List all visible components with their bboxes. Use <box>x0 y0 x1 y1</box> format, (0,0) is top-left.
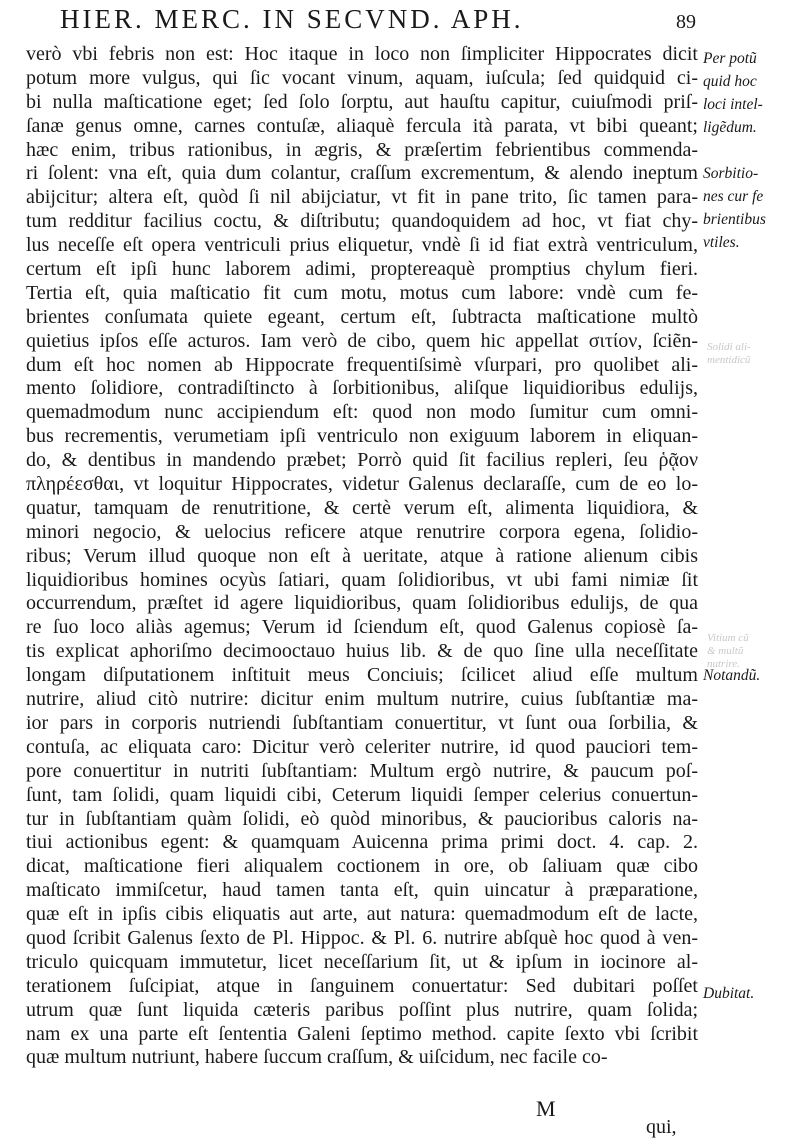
margin-note-line: Notandũ. <box>703 667 761 684</box>
body-line: mento ſolidiore, contradiſtincto à ſorbitionibus, aliſque liquidioribus edulijs, <box>26 377 698 400</box>
margin-note-sorbitiones <box>703 162 795 254</box>
margin-note-line: brientibus <box>703 211 766 228</box>
body-line: longam diſputationem inſtituit meus Conciuis; ſcilicet aliud eſſe multum <box>26 664 698 687</box>
body-line: tiui actionibus egent: & quamquam Auicenna prima primi doct. 4. cap. 2. <box>26 831 698 854</box>
body-line: ſanæ genus omne, carnes contuſæ, aliaquè fercula ità parata, vt bibi queant; <box>26 114 698 137</box>
signature-mark: M <box>536 1096 556 1121</box>
body-line: tum redditur facilius coctu, & diſtributu; quandoquidem ad hoc, vt fiat chy- <box>26 210 698 233</box>
body-line: abijcitur; altera eſt, quòd ſi nil abijciatur, vt fit in pane trito, ſic tamen para- <box>26 186 698 209</box>
body-line: quæ multum nutriunt, habere ſuccum craſſum, & uiſcidum, nec facile co- <box>26 1046 608 1069</box>
body-line: ribus; Verum illud quoque non eſt à ueritate, atque à ratione alienum cibis <box>26 544 698 567</box>
running-title: HIER. MERC. IN SECVND. APH. <box>60 4 524 34</box>
margin-note-line: ligẽdum. <box>703 119 757 136</box>
margin-note-line: nes cur fe <box>703 188 764 205</box>
body-line: tis explicat aphoriſmo decimooctauo huius lib. & de quo ſine ulla neceſſitate <box>26 640 698 663</box>
body-line: potum more vulgus, qui ſic vocant vinum, aquam, iuſcula; ſed quidquid ci- <box>26 66 698 89</box>
body-line: ri ſolent: vna eſt, quia dum colantur, craſſum excrementum, & alendo ineptum <box>26 162 698 185</box>
margin-note-line: Dubitat. <box>703 985 755 1002</box>
body-line: minori negocio, & uelocius reficere atque renutrire corpora egena, ſolidio- <box>26 520 698 543</box>
body-line: pore conuertitur in nutriti ſubſtantiam: Multum ergò nutrire, & paucum poſ- <box>26 759 698 782</box>
body-line: quod ſcribit Galenus ſexto de Pl. Hippoc. & Pl. 6. nutrire abſquè hoc quod à ven- <box>26 926 698 949</box>
margin-note-dubitat <box>703 982 795 1005</box>
body-line: do, & dentibus in mandendo præbet; Porrò quid ſit facilius repleri, ſeu ῥᾷον <box>26 449 698 472</box>
body-line: quietius ipſos eſſe acturos. Iam verò de cibo, quem hic appellat σιτίον, ſciẽn- <box>26 329 698 352</box>
body-line: Tertia eſt, quia maſticatio fit cum motu, motus cum labore: vndè cum fe- <box>26 281 698 304</box>
faint-margin-note <box>707 341 751 367</box>
body-line: quatur, tamquam de renutritione, & certè verum eſt, alimenta liquidiora, & <box>26 496 698 519</box>
margin-note-line: quid hoc <box>703 73 757 90</box>
faint-note-line: nutrire. <box>707 658 740 670</box>
body-line: liquidioribus homines ocyùs ſatiari, quam ſolidioribus, vt ubi fami nimiæ ſit <box>26 568 698 591</box>
margin-note-line: Sorbitio- <box>703 165 759 182</box>
faint-note-line: mentidicũ <box>707 354 751 366</box>
body-line: bi nulla maſticatione eget; ſed ſolo ſorptu, aut hauſtu capitur, cuiuſmodi priſ- <box>26 90 698 113</box>
body-line: maſticato immiſcetur, haud tamen tanta eſt, quin uincatur à præparatione, <box>26 879 698 902</box>
page-number: 89 <box>676 11 696 33</box>
body-line: contuſa, ac eliquata caro: Dicitur verò celeriter nutrire, id quod pauciori tem- <box>26 735 698 758</box>
margin-note-line: vtiles. <box>703 234 740 251</box>
faint-note-line: Vitium cũ <box>707 632 749 644</box>
body-line: dum eſt hoc nomen ab Hippocrate frequentiſsimè vſurpari, pro quolibet ali- <box>26 353 698 376</box>
faint-note-line: & multũ <box>707 645 744 657</box>
body-line: bus recrementis, verumetiam ipſi ventriculo non exiguum laborem in eliquan- <box>26 425 698 448</box>
body-line: ſunt, tam ſolidi, quam liquidi cibi, Ceterum liquidi ſemper celerius conuertun- <box>26 783 698 806</box>
margin-note-line: Per potũ <box>703 50 757 67</box>
body-line: dicat, maſticatione fieri aliqualem coctionem in ore, ob ſaliuam quæ cibo <box>26 855 698 878</box>
body-line: brientes conſumata quiete egeant, certum eſt, ſubtracta maſticatione multò <box>26 305 698 328</box>
body-line: triculo quicquam immutetur, licet neceſſarium ſit, ut & ipſum in iocinore al- <box>26 950 698 973</box>
faint-note-line: Solidi ali- <box>707 341 751 353</box>
margin-note-line: loci intel- <box>703 96 763 113</box>
body-line: nam ex una parte eſt ſententia Galeni ſeptimo method. capite ſexto vbi ſcribit <box>26 1022 698 1045</box>
body-line: occurrendum, præſtet id agere liquidioribus, quam ſolidioribus edulijs, de qua <box>26 592 698 615</box>
catchword: qui, <box>646 1116 677 1138</box>
body-line: certum eſt ipſi hunc laborem adimi, proptereaquè promptius chylum fieri. <box>26 258 698 281</box>
body-line: ior pars in corporis nutriendi ſubſtantiam conuertitur, vt ſunt oua ſorbilia, & <box>26 711 698 734</box>
main-text-block <box>26 43 698 1070</box>
body-line: terationem ſuſcipiat, atque in ſanguinem conuertatur: Sed dubitari poſſet <box>26 974 698 997</box>
body-line: lus neceſſe eſt opera ventriculi prius eliquetur, vndè ſi id fiat extrà ventriculum, <box>26 234 698 257</box>
faint-margin-note <box>707 632 749 671</box>
body-line: utrum quæ ſunt liquida cæteris paribus poſſint plus nutrire, quam ſolida; <box>26 998 698 1021</box>
body-line: πληρέεσθαι, vt loquitur Hippocrates, videtur Galenus declaraſſe, cum de eo lo- <box>26 473 698 496</box>
body-line: re ſuo loco aliàs agemus; Verum id ſciendum eſt, quod Galenus copiosè ſa- <box>26 616 698 639</box>
running-head <box>60 4 700 35</box>
body-line: tur in ſubſtantiam quàm ſolidi, eò quòd minoribus, & paucioribus caloris na- <box>26 807 698 830</box>
body-line: verò vbi febris non est: Hoc itaque in loco non ſimpliciter Hippocrates dicit <box>26 43 698 65</box>
body-line: hæc enim, tribus rationibus, in ægris, & præſertim febrientibus commenda- <box>26 138 698 161</box>
body-line: quæ eſt in ipſis cibis eliquatis aut arte, aut natura: quemadmodum eſt de lacte, <box>26 903 698 926</box>
body-line: nutrire, aliud citò nutrire: dicitur enim multum nutrire, cuius ſubſtantiæ ma- <box>26 688 698 711</box>
body-line: quemadmodum nunc accipiendum eſt: quod non modo ſumitur cum omni- <box>26 401 698 424</box>
margin-note-per-potum <box>703 47 795 139</box>
